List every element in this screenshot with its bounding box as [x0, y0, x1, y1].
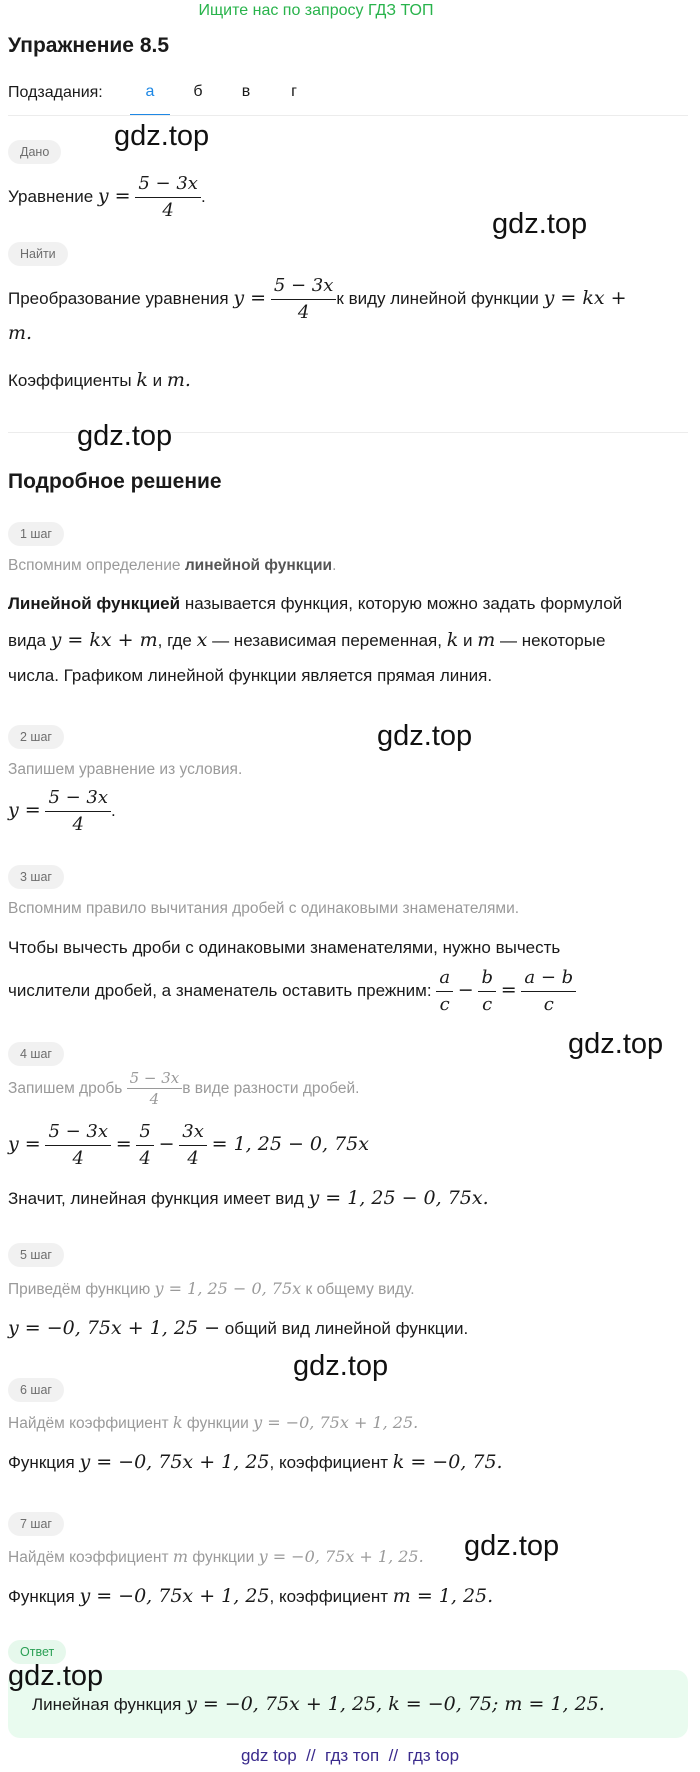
footer-links[interactable]: gdz top // гдз топ // гдз top [240, 1746, 460, 1765]
hint-suffix: . [332, 557, 337, 574]
step4-frac1 [45, 1119, 111, 1172]
step7-prefix: Функция [8, 1587, 75, 1606]
watermark: gdz.top [377, 720, 473, 752]
given-y: y = [97, 185, 131, 207]
step2-y: y = [8, 799, 41, 821]
frac-num: a [436, 965, 453, 992]
step2-fraction [45, 785, 111, 838]
watermark: gdz.top [492, 208, 588, 240]
step6-prefix: Функция [8, 1453, 75, 1472]
frac-b-c [478, 965, 496, 1018]
hint-fraction [127, 1068, 183, 1109]
given-prefix: Уравнение [8, 187, 94, 206]
frac-num: 5 − 3x [45, 1119, 111, 1146]
answer-box [8, 1670, 688, 1738]
step5-text: общий вид линейной функции. [224, 1319, 469, 1338]
def-m: m [477, 629, 496, 651]
coef-and: и [152, 371, 163, 390]
answer-line [32, 1686, 605, 1723]
step5-line [8, 1310, 468, 1347]
step3-line2 [8, 960, 576, 1021]
step1-badge: 1 шаг [8, 522, 64, 546]
step4-hint [8, 1066, 359, 1112]
find-line1 [8, 268, 627, 329]
hint-prefix: Найдём коэффициент [8, 1549, 169, 1566]
hint-suffix: в виде разности дробей. [182, 1080, 360, 1097]
frac-den: 4 [139, 1148, 151, 1170]
find-line2: m. [8, 322, 33, 344]
frac-num: 5 − 3x [271, 273, 337, 300]
frac-num: 5 − 3x [45, 785, 111, 812]
step6-formula: y = −0, 75x + 1, 25 [79, 1451, 270, 1473]
step7-formula: y = −0, 75x + 1, 25 [79, 1585, 270, 1607]
step7-badge: 7 шаг [8, 1512, 64, 1536]
frac-num: b [478, 965, 496, 992]
tab-g[interactable] [274, 76, 314, 116]
tab-label: а [145, 83, 155, 100]
tab-b[interactable] [178, 76, 218, 116]
frac-num: 5 − 3x [135, 171, 201, 198]
answer-prefix: Линейная функция [32, 1695, 182, 1714]
step6-line [8, 1444, 503, 1481]
answer-formula: y = −0, 75x + 1, 25, k = −0, 75; m = 1, 25. [186, 1693, 605, 1715]
step4-frac3 [179, 1119, 207, 1172]
def-x: x [196, 629, 208, 651]
watermark: gdz.top [77, 420, 173, 452]
frac-num: 3x [179, 1119, 207, 1146]
given-badge: Дано [8, 140, 61, 164]
frac-den: 4 [72, 1148, 84, 1170]
hint-prefix: Запишем дробь [8, 1080, 123, 1097]
minus-sign: − [457, 979, 474, 1001]
subtasks-label: Подзадания: [8, 84, 103, 101]
step6-hint [8, 1413, 418, 1433]
coef-m: m. [166, 369, 191, 391]
coef-k: k [136, 369, 148, 391]
frac-num: 5 [136, 1119, 153, 1146]
equals-sign: = [500, 979, 517, 1001]
tab-label: г [291, 83, 297, 100]
answer-badge: Ответ [8, 1640, 66, 1664]
find-y: y = [233, 287, 267, 309]
hint-bold: линейной функции [184, 557, 333, 574]
step6-badge: 6 шаг [8, 1378, 64, 1402]
hint-prefix: Приведём функцию [8, 1281, 151, 1298]
conclusion-text: Значит, линейная функция имеет вид [8, 1189, 304, 1208]
frac-den: 4 [187, 1148, 199, 1170]
step7-line [8, 1578, 493, 1615]
step3-badge: 3 шаг [8, 865, 64, 889]
step2-hint: Запишем уравнение из условия. [8, 761, 243, 778]
given-fraction [135, 171, 201, 224]
frac-num: 5 − 3x [127, 1068, 183, 1089]
step6-mid: , коэффициент [269, 1453, 389, 1472]
hint-formula: y = −0, 75x + 1, 25. [258, 1547, 424, 1566]
step2-suffix: . [111, 801, 116, 820]
step1-hint [8, 557, 336, 575]
hint-formula: y = −0, 75x + 1, 25. [253, 1413, 419, 1432]
find-badge: Найти [8, 242, 68, 266]
frac-den: 4 [149, 1090, 160, 1109]
def-vida: вида [8, 631, 46, 650]
frac-den: c [439, 994, 450, 1016]
step3-line2-text: числители дробей, а знаменатель оставить прежним: [8, 981, 432, 1000]
step1-def-line3: числа. Графиком линейной функции является прямая линия. [8, 666, 493, 685]
watermark: gdz.top [464, 1530, 560, 1562]
step5-formula: y = −0, 75x + 1, 25 − [8, 1317, 221, 1339]
tab-v[interactable] [226, 76, 266, 116]
tab-a[interactable] [130, 76, 170, 116]
given-line [8, 166, 206, 227]
minus-sign: − [158, 1133, 175, 1155]
frac-den: c [543, 994, 554, 1016]
frac-amb-c [521, 965, 576, 1018]
exercise-title: Упражнение 8.5 [8, 34, 170, 57]
subtask-tabs [130, 76, 690, 116]
frac-den: 4 [297, 302, 310, 324]
step1-def-line1 [8, 586, 622, 622]
def-and: и [462, 631, 473, 650]
step7-hint [8, 1547, 424, 1567]
hint-prefix: Вспомним определение [8, 557, 181, 574]
def-text: называется функция, которую можно задать формулой [184, 594, 623, 613]
def-mid2: — независимая переменная, [212, 631, 442, 650]
coef-prefix: Коэффициенты [8, 371, 132, 390]
frac-den: 4 [162, 200, 174, 222]
hint-mid: функции [192, 1549, 255, 1566]
step1-def-line2 [8, 622, 605, 659]
hint-prefix: Найдём коэффициент [8, 1415, 169, 1432]
find-coefs [8, 362, 191, 399]
hint-mid: функции [186, 1415, 249, 1432]
step4-formula [8, 1114, 369, 1175]
hint-var: k [172, 1413, 183, 1432]
tab-label: б [193, 83, 203, 100]
step6-value: k = −0, 75. [392, 1451, 503, 1473]
def-formula: y = kx + m [50, 629, 158, 651]
hint-formula: y = 1, 25 − 0, 75x [154, 1279, 302, 1298]
hint-suffix: к общему виду. [305, 1281, 415, 1298]
frac-den: 4 [72, 814, 84, 836]
solution-title: Подробное решение [8, 470, 222, 493]
find-fraction [271, 273, 337, 326]
step4-badge: 4 шаг [8, 1042, 64, 1066]
step4-result: = 1, 25 − 0, 75x [211, 1133, 369, 1155]
frac-den: c [482, 994, 493, 1016]
watermark: gdz.top [293, 1350, 389, 1382]
find-middle: к виду линейной функции [336, 289, 539, 308]
def-k: k [446, 629, 459, 651]
frac-a-c [436, 965, 453, 1018]
step2-formula [8, 780, 116, 841]
given-suffix: . [200, 187, 206, 206]
def-bold: Линейной функцией [8, 594, 181, 613]
watermark: gdz.top [114, 120, 210, 152]
def-end: — некоторые [499, 631, 606, 650]
hint-var: m [172, 1547, 189, 1566]
step4-conclusion [8, 1180, 489, 1217]
step5-hint [8, 1279, 415, 1299]
conclusion-formula: y = 1, 25 − 0, 75x. [308, 1187, 489, 1209]
step5-badge: 5 шаг [8, 1243, 64, 1267]
step3-line1: Чтобы вычесть дроби с одинаковыми знаменателями, нужно вычесть [8, 938, 561, 957]
frac-num: a − b [521, 965, 576, 992]
watermark: gdz.top [568, 1028, 664, 1060]
step2-badge: 2 шаг [8, 725, 64, 749]
step4-frac2 [136, 1119, 153, 1172]
def-mid1: , где [157, 631, 192, 650]
tabs-divider [8, 115, 688, 116]
find-linear-form: y = kx + [543, 287, 627, 309]
step7-mid: , коэффициент [269, 1587, 389, 1606]
step3-hint: Вспомним правило вычитания дробей с одинаковыми знаменателями. [8, 900, 520, 917]
equals-sign: = [115, 1133, 132, 1155]
watermark: gdz.top [8, 1660, 104, 1692]
step4-y: y = [8, 1133, 41, 1155]
find-prefix: Преобразование уравнения [8, 289, 229, 308]
top-banner[interactable]: Ищите нас по запросу ГДЗ ТОП [198, 2, 434, 19]
step7-value: m = 1, 25. [392, 1585, 494, 1607]
tab-label: в [241, 83, 251, 100]
